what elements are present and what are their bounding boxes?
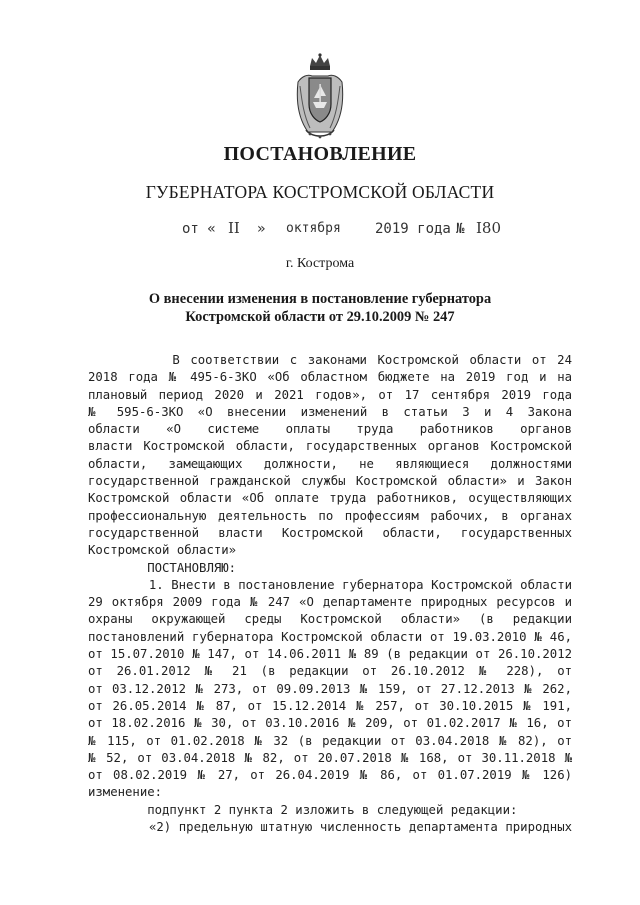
body-line: подпункт 2 пункта 2 изложить в следующей редакции: <box>88 802 518 817</box>
body-line: В соответствии с законами Костромской области от 24 <box>172 353 572 367</box>
coat-of-arms-emblem <box>292 52 348 140</box>
body-line: государственной власти Костромской области, государственных <box>88 525 572 540</box>
body-line: постановлений губернатора Костромской области от 19.03.2010 № 46, <box>88 629 572 644</box>
body-line: от 08.02.2019 № 27, от 26.04.2019 № 86, от 01.07.2019 № 126) <box>88 768 572 783</box>
body-line: Костромской области» <box>88 543 237 558</box>
date-day: II <box>228 219 240 237</box>
body-line: от 15.07.2010 № 147, от 14.06.2011 № 89 (в редакции от 26.10.2012 <box>88 647 572 662</box>
subject-line: Костромской области от 29.10.2009 № 247 <box>185 309 455 325</box>
document-subject <box>0 290 640 326</box>
body-line: от 26.05.2014 № 87, от 15.12.2014 № 257, от 30.10.2015 № 191, <box>88 698 572 713</box>
body-line: области «О системе оплаты труда работников органов <box>88 422 572 437</box>
date-month: октября <box>286 221 341 236</box>
date-close-quote: » <box>257 221 266 237</box>
body-line: профессиональную деятельность по профессиям рабочих, в органах <box>88 508 572 523</box>
body-line: охраны окружающей среды Костромской области» (в редакции <box>88 612 572 627</box>
body-line: изменение: <box>88 785 163 800</box>
body-line: Костромской области «Об оплате труда работников, осуществляющих <box>88 491 572 506</box>
document-body <box>88 352 572 836</box>
body-line: от 18.02.2016 № 30, от 03.10.2016 № 209, от 01.02.2017 № 16, от <box>88 716 572 731</box>
body-line: плановый период 2020 и 2021 годов», от 17 сентября 2019 года <box>88 387 572 402</box>
body-line: 2018 года № 495-6-ЗКО «Об областном бюджете на 2019 год и на <box>88 370 572 385</box>
body-line: 29 октября 2009 года № 247 «О департаменте природных ресурсов и <box>88 595 572 610</box>
body-line: области, замещающих должности, не являющиеся должностями <box>88 456 572 471</box>
body-line: № 115, от 01.02.2018 № 32 (в редакции от 03.04.2018 № 82), от <box>88 733 572 748</box>
body-line: ПОСТАНОВЛЯЮ: <box>88 560 237 575</box>
number-sign: № <box>456 221 465 237</box>
document-type-heading: ПОСТАНОВЛЕНИЕ <box>223 143 417 165</box>
body-line: № 52, от 03.04.2018 № 82, от 20.07.2018 № 168, от 30.11.2018 № <box>88 750 572 765</box>
issuer-heading: ГУБЕРНАТОРА КОСТРОМСКОЙ ОБЛАСТИ <box>145 182 495 202</box>
body-line: от 03.12.2012 № 273, от 09.09.2013 № 159, от 27.12.2013 № 262, <box>88 681 572 696</box>
body-line: государственной гражданской службы Костромской области» и Закон <box>88 474 572 489</box>
body-line: № 595-6-ЗКО «О внесении изменений в статьи 3 и 4 Закона <box>88 404 572 419</box>
document-number: I80 <box>476 219 502 237</box>
body-line: власти Костромской области, государственных органов Костромской <box>88 439 572 454</box>
city-name: г. Кострома <box>285 256 355 271</box>
date-year: 2019 года <box>375 221 451 237</box>
body-line: «2) предельную штатную численность департамента природных <box>88 820 572 835</box>
date-from-label: от « <box>182 221 216 237</box>
subject-line: О внесении изменения в постановление губернатора <box>148 291 492 307</box>
body-line: 1. Внести в постановление губернатора Костромской области <box>148 577 572 592</box>
body-line: от 26.01.2012 № 21 (в редакции от 26.10.2012 № 228), от <box>88 664 572 679</box>
